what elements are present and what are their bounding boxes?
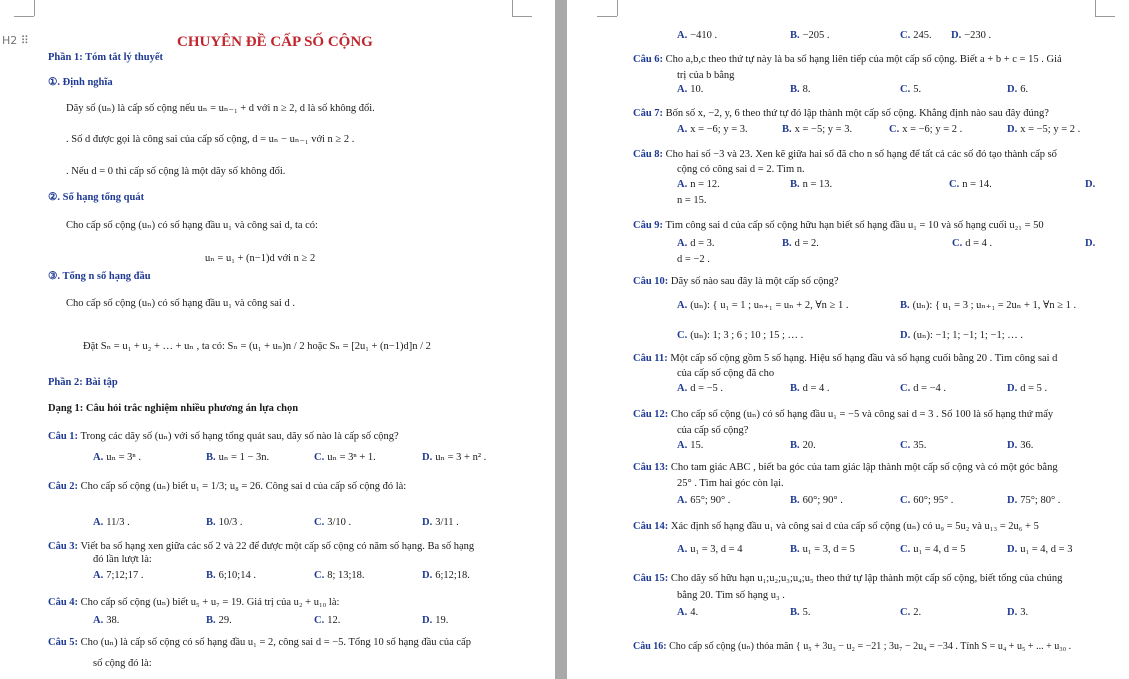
option-text: 10. — [690, 84, 704, 95]
option-text: 38. — [106, 615, 120, 626]
general-term-text: Cho cấp số cộng (uₙ) có số hạng đầu u₁ và công sai d, ta có: — [66, 220, 318, 231]
option-text: 3/10 . — [327, 517, 352, 528]
option-label: C. — [314, 615, 325, 626]
question-text: Cho hai số −3 và 23. Xen kẽ giữa hai số đã cho n số hạng để tất cả các số đó tạo thành cấp số — [665, 149, 1057, 160]
question-8-continued: cộng có công sai d = 2. Tìm n. — [677, 164, 805, 175]
question-label: Câu 5: — [48, 637, 79, 648]
option-text: u₁ = 3, d = 4 — [690, 544, 743, 555]
answer-option[interactable] — [1007, 607, 1028, 619]
answer-option[interactable] — [422, 615, 448, 627]
option-label: A. — [677, 238, 688, 249]
option-text: uₙ = 3 + n² . — [435, 452, 487, 463]
option-label: D. — [1007, 383, 1018, 394]
question-label: Câu 10: — [633, 276, 669, 287]
option-label: D. — [422, 615, 433, 626]
option-label: A. — [677, 607, 688, 618]
section-sum-heading: ③. Tổng n số hạng đầu — [48, 271, 151, 282]
option-label: D. — [951, 30, 962, 41]
question-text: Xác định số hạng đầu u₁ và công sai d của cấp số cộng (uₙ) có u₉ = 5u₂ và u₁₃ = 2u₆ + 5 — [670, 521, 1039, 532]
question-14 — [633, 521, 1039, 533]
crop-mark — [512, 0, 513, 16]
question-6 — [633, 54, 1062, 66]
option-text: (uₙ): 1; 3 ; 6 ; 10 ; 15 ; … . — [690, 330, 804, 341]
answer-option[interactable] — [900, 440, 926, 452]
option-label: B. — [206, 570, 216, 581]
answer-option[interactable] — [790, 544, 855, 556]
crop-mark — [512, 16, 532, 17]
heading-style-label: H2 — [2, 34, 18, 47]
definition-line-2: . Số d được gọi là công sai của cấp số cộng, d = uₙ − uₙ₋₁ với n ≥ 2 . — [66, 134, 355, 145]
option-label: B. — [206, 452, 216, 463]
option-text: x = −5; y = 3. — [794, 124, 853, 135]
option-label: A. — [677, 544, 688, 555]
answer-option[interactable] — [900, 607, 921, 619]
option-label: B. — [206, 517, 216, 528]
answer-option[interactable] — [677, 179, 720, 191]
option-text: n = 13. — [802, 179, 833, 190]
answer-option[interactable] — [900, 30, 932, 42]
option-label: D. — [422, 570, 433, 581]
option-label: C. — [900, 440, 911, 451]
answer-option[interactable] — [900, 544, 965, 556]
option-label: B. — [790, 544, 800, 555]
option-text: u₁ = 4, d = 3 — [1020, 544, 1073, 555]
option-text: 60°; 90° . — [802, 495, 843, 506]
crop-mark — [34, 0, 35, 16]
answer-option[interactable] — [422, 517, 459, 529]
option-text: d = −5 . — [690, 383, 724, 394]
question-11-continued: của cấp số cộng đã cho — [677, 368, 775, 379]
answer-option[interactable] — [1007, 124, 1080, 136]
option-label: D. — [1085, 179, 1096, 190]
answer-option[interactable] — [677, 383, 723, 395]
option-text: u₁ = 3, d = 5 — [802, 544, 855, 555]
option-text: n = 14. — [962, 179, 992, 190]
option-label: A. — [677, 495, 688, 506]
option-label: A. — [93, 452, 104, 463]
crop-mark — [14, 16, 34, 17]
answer-option[interactable] — [314, 452, 376, 464]
question-label: Câu 6: — [633, 54, 664, 65]
option-text: uₙ = 3ⁿ + 1. — [327, 452, 376, 463]
question-11 — [633, 353, 1057, 365]
answer-option[interactable] — [900, 330, 1023, 342]
answer-option[interactable] — [790, 179, 832, 191]
option-label: A. — [677, 179, 688, 190]
answer-option[interactable] — [790, 30, 830, 42]
answer-option[interactable] — [93, 517, 130, 529]
part-2-heading: Phần 2: Bài tập — [48, 377, 118, 388]
question-7 — [633, 108, 1049, 120]
question-5 — [48, 637, 471, 649]
answer-option[interactable] — [677, 544, 742, 556]
option-text: x = −6; y = 3. — [690, 124, 748, 135]
answer-option[interactable] — [900, 300, 1076, 312]
question-text: Cho (uₙ) là cấp số cộng có số hạng đầu u₁ = 2, công sai d = −5. Tổng 10 số hạng đầu của cấp — [80, 637, 471, 648]
crop-mark — [1095, 16, 1115, 17]
section-definition-heading: ①. Định nghĩa — [48, 77, 113, 88]
question-label: Câu 1: — [48, 431, 79, 442]
answer-option[interactable] — [677, 607, 698, 619]
option-label: C. — [900, 30, 911, 41]
option-label: B. — [790, 440, 800, 451]
option-text: −410 . — [690, 30, 718, 41]
option-label: A. — [677, 383, 688, 394]
option-text: 2. — [913, 607, 922, 618]
crop-mark — [597, 16, 617, 17]
question-12-continued: của cấp số cộng? — [677, 425, 749, 436]
answer-option[interactable] — [900, 495, 953, 507]
option-text: 8; 13;18. — [327, 570, 365, 581]
question-3-continued: đó lần lượt là: — [93, 554, 152, 565]
answer-option[interactable] — [677, 84, 703, 96]
question-10 — [633, 276, 839, 288]
question-text: Cho cấp số cộng (uₙ) biết u₅ + u₇ = 19. Giá trị của u₂ + u₁₀ là: — [80, 597, 340, 608]
question-label: Câu 15: — [633, 573, 669, 584]
answer-option-text: n = 15. — [677, 195, 707, 206]
question-label: Câu 14: — [633, 521, 669, 532]
question-4 — [48, 597, 339, 609]
question-text: Dãy số nào sau đây là một cấp số cộng? — [670, 276, 839, 287]
option-label: C. — [889, 124, 900, 135]
question-text: Trong các dãy số (uₙ) với số hạng tổng quát sau, dãy số nào là cấp số cộng? — [80, 431, 399, 442]
option-text: n = 12. — [690, 179, 720, 190]
answer-option[interactable] — [314, 570, 365, 582]
option-label: D. — [1085, 238, 1096, 249]
question-13-continued: 25° . Tìm hai góc còn lại. — [677, 478, 784, 489]
sum-formula: Đặt Sₙ = u₁ + u₂ + … + uₙ , ta có: Sₙ = (u₁ + uₙ)n / 2 hoặc Sₙ = [2u₁ + (n−1)d]n / 2 — [83, 341, 431, 352]
answer-option[interactable] — [206, 517, 243, 529]
drag-handle-icon[interactable]: ⠿ — [20, 34, 29, 47]
option-label: A. — [93, 570, 104, 581]
option-text: 35. — [913, 440, 927, 451]
answer-option[interactable] — [422, 452, 486, 464]
option-text: 245. — [913, 30, 932, 41]
question-label: Câu 2: — [48, 481, 79, 492]
option-text: 4. — [690, 607, 699, 618]
question-15-continued: bằng 20. Tìm số hạng u₃ . — [677, 590, 785, 601]
option-label: D. — [1007, 607, 1018, 618]
answer-option[interactable] — [93, 615, 119, 627]
option-label: A. — [677, 124, 688, 135]
option-text: −205 . — [802, 30, 830, 41]
option-text: uₙ = 3ⁿ . — [106, 452, 141, 463]
question-text: Bốn số x, −2, y, 6 theo thứ tự đó lập thành một cấp số cộng. Khẳng định nào sau đây đúng? — [665, 108, 1049, 119]
option-label: D. — [1007, 440, 1018, 451]
answer-option[interactable] — [952, 238, 992, 250]
option-label: C. — [900, 383, 911, 394]
answer-option[interactable] — [677, 238, 715, 250]
question-label: Câu 4: — [48, 597, 79, 608]
option-label: C. — [900, 84, 911, 95]
option-label: B. — [206, 615, 216, 626]
answer-option[interactable] — [790, 84, 811, 96]
question-13 — [633, 462, 1058, 474]
option-label: D. — [1007, 495, 1018, 506]
option-label: D. — [1007, 124, 1018, 135]
option-text: x = −5; y = 2 . — [1020, 124, 1081, 135]
option-label: B. — [782, 238, 792, 249]
answer-option[interactable] — [677, 30, 717, 42]
option-label: C. — [314, 517, 325, 528]
option-text: uₙ = 1 − 3n. — [218, 452, 270, 463]
option-text: −230 . — [964, 30, 992, 41]
option-text: x = −6; y = 2 . — [902, 124, 963, 135]
answer-option[interactable] — [951, 30, 991, 42]
option-text: 7;12;17 . — [106, 570, 144, 581]
sum-text: Cho cấp số cộng (uₙ) có số hạng đầu u₁ và công sai d . — [66, 298, 295, 309]
question-9 — [633, 220, 1044, 232]
answer-option[interactable] — [889, 124, 962, 136]
question-15 — [633, 573, 1062, 585]
answer-option[interactable] — [1085, 179, 1098, 191]
answer-option[interactable] — [949, 179, 992, 191]
option-text: 19. — [435, 615, 449, 626]
option-label: B. — [790, 179, 800, 190]
option-text: (uₙ): { u₁ = 3 ; uₙ₊₁ = 2uₙ + 1, ∀n ≥ 1 . — [912, 300, 1077, 311]
document-page-left — [0, 0, 555, 679]
option-text: 5. — [913, 84, 922, 95]
question-text: Cho cấp số cộng (uₙ) thỏa mãn { u₅ + 3u₃ − u₂ = −21 ; 3u₇ − 2u₄ = −34 . Tính S = u₄ + u₅ + ... + u₃₀ . — [669, 641, 1072, 652]
option-label: B. — [790, 383, 800, 394]
option-text: 65°; 90° . — [690, 495, 731, 506]
option-text: 36. — [1020, 440, 1034, 451]
option-label: B. — [782, 124, 792, 135]
option-text: d = 3. — [690, 238, 715, 249]
answer-option[interactable] — [790, 607, 811, 619]
crop-mark — [617, 0, 618, 16]
option-text: 12. — [327, 615, 341, 626]
option-label: A. — [93, 517, 104, 528]
option-text: 3. — [1020, 607, 1029, 618]
option-label: C. — [314, 570, 325, 581]
option-label: B. — [790, 30, 800, 41]
definition-line-3: . Nếu d = 0 thì cấp số cộng là một dãy số không đổi. — [66, 166, 286, 177]
answer-option[interactable] — [206, 570, 256, 582]
option-text: 75°; 80° . — [1020, 495, 1061, 506]
option-label: C. — [314, 452, 325, 463]
question-text: Tìm công sai d của cấp số cộng hữu hạn biết số hạng đầu u₁ = 10 và số hạng cuối u₂₁ = 50 — [665, 220, 1044, 231]
option-text: 8. — [802, 84, 811, 95]
option-label: C. — [949, 179, 960, 190]
option-label: C. — [900, 544, 911, 555]
answer-option[interactable] — [1085, 238, 1098, 250]
answer-option[interactable] — [900, 383, 946, 395]
option-text: 20. — [802, 440, 816, 451]
option-text: u₁ = 4, d = 5 — [913, 544, 966, 555]
answer-option[interactable] — [93, 452, 141, 464]
question-2 — [48, 481, 406, 493]
option-text: d = −4 . — [913, 383, 947, 394]
option-label: B. — [790, 84, 800, 95]
option-label: B. — [790, 495, 800, 506]
question-label: Câu 12: — [633, 409, 669, 420]
answer-option[interactable] — [93, 570, 144, 582]
option-text: d = 2. — [794, 238, 819, 249]
option-label: A. — [677, 84, 688, 95]
option-label: B. — [790, 607, 800, 618]
answer-option[interactable] — [900, 84, 921, 96]
option-text: 29. — [218, 615, 232, 626]
answer-option[interactable] — [677, 300, 848, 312]
option-label: D. — [422, 517, 433, 528]
option-text: d = 4 . — [802, 383, 830, 394]
option-text: 6;10;14 . — [218, 570, 256, 581]
option-label: D. — [900, 330, 911, 341]
question-12 — [633, 409, 1053, 421]
option-text: 3/11 . — [435, 517, 459, 528]
option-label: C. — [900, 495, 911, 506]
question-text: Cho tam giác ABC , biết ba góc của tam giác lập thành một cấp số cộng và có một góc bằng — [670, 462, 1058, 473]
question-label: Câu 11: — [633, 353, 668, 364]
option-label: D. — [422, 452, 433, 463]
answer-option-text: d = −2 . — [677, 254, 710, 265]
question-text: Một cấp số cộng gồm 5 số hạng. Hiệu số hạng đầu và số hạng cuối bằng 20 . Tìm công sai d — [670, 353, 1058, 364]
section-general-term-heading: ②. Số hạng tổng quát — [48, 192, 145, 203]
answer-option[interactable] — [1007, 544, 1072, 556]
general-term-formula: uₙ = u₁ + (n−1)d với n ≥ 2 — [205, 253, 316, 264]
answer-option[interactable] — [1007, 440, 1033, 452]
option-label: C. — [677, 330, 688, 341]
option-label: C. — [900, 607, 911, 618]
heading-style-indicator[interactable] — [2, 34, 29, 47]
option-text: 11/3 . — [106, 517, 130, 528]
option-label: D. — [1007, 544, 1018, 555]
option-label: D. — [1007, 84, 1018, 95]
option-label: A. — [677, 30, 688, 41]
definition-line-1: Dãy số (uₙ) là cấp số cộng nếu uₙ = uₙ₋₁ + d với n ≥ 2, d là số không đổi. — [66, 103, 375, 114]
answer-option[interactable] — [206, 615, 232, 627]
question-label: Câu 8: — [633, 149, 664, 160]
option-text: d = 5 . — [1020, 383, 1048, 394]
question-label: Câu 9: — [633, 220, 664, 231]
option-label: A. — [93, 615, 104, 626]
option-label: B. — [900, 300, 910, 311]
option-text: 10/3 . — [218, 517, 243, 528]
answer-option[interactable] — [677, 330, 803, 342]
type-1-heading: Dạng 1: Câu hỏi trắc nghiệm nhiều phương án lựa chọn — [48, 403, 299, 414]
question-text: Viết ba số hạng xen giữa các số 2 và 22 để được một cấp số cộng có năm số hạng. Ba số hạng — [80, 541, 475, 552]
question-8 — [633, 149, 1057, 161]
question-label: Câu 7: — [633, 108, 664, 119]
answer-option[interactable] — [782, 124, 852, 136]
option-text: 60°; 95° . — [913, 495, 954, 506]
answer-option[interactable] — [790, 495, 843, 507]
question-label: Câu 3: — [48, 541, 79, 552]
question-text: Cho cấp số cộng (uₙ) có số hạng đầu u₁ = −5 và công sai d = 3 . Số 100 là số hạng thứ mấy — [670, 409, 1054, 420]
answer-option[interactable] — [1007, 495, 1060, 507]
answer-option[interactable] — [1007, 383, 1047, 395]
question-label: Câu 16: — [633, 641, 667, 652]
question-1 — [48, 431, 399, 443]
option-text: 6. — [1020, 84, 1029, 95]
option-text: 5. — [802, 607, 811, 618]
question-label: Câu 13: — [633, 462, 669, 473]
question-text: Cho cấp số cộng (uₙ) biết u₁ = 1/3; u₈ = 26. Công sai d của cấp số cộng đó là: — [80, 481, 407, 492]
document-title: CHUYÊN ĐỀ CẤP SỐ CỘNG — [177, 34, 373, 50]
answer-option[interactable] — [790, 383, 830, 395]
answer-option[interactable] — [677, 124, 748, 136]
answer-option[interactable] — [790, 440, 816, 452]
option-label: A. — [677, 440, 688, 451]
answer-option[interactable] — [782, 238, 819, 250]
document-page-right — [567, 0, 1129, 679]
answer-option[interactable] — [422, 570, 470, 582]
answer-option[interactable] — [677, 440, 703, 452]
answer-option[interactable] — [314, 517, 351, 529]
question-6-continued: trị của b bằng — [677, 70, 735, 81]
answer-option[interactable] — [206, 452, 269, 464]
answer-option[interactable] — [314, 615, 340, 627]
option-text: 6;12;18. — [435, 570, 470, 581]
question-16 — [633, 641, 1071, 653]
part-1-heading: Phần 1: Tóm tắt lý thuyết — [48, 52, 164, 63]
option-text: d = 4 . — [965, 238, 993, 249]
crop-mark — [1095, 0, 1096, 16]
option-label: A. — [677, 300, 688, 311]
question-text: Cho a,b,c theo thứ tự này là ba số hạng liên tiếp của một cấp số cộng. Biết a + b + c = 15 . Giá — [665, 54, 1062, 65]
option-text: (uₙ): −1; 1; −1; 1; −1; … . — [913, 330, 1024, 341]
question-5-continued: số cộng đó là: — [93, 658, 152, 669]
answer-option[interactable] — [677, 495, 730, 507]
question-3 — [48, 541, 474, 553]
option-text: (uₙ): { u₁ = 1 ; uₙ₊₁ = uₙ + 2, ∀n ≥ 1 . — [690, 300, 849, 311]
answer-option[interactable] — [1007, 84, 1028, 96]
question-text: Cho dãy số hữu hạn u₁;u₂;u₃;u₄;u₅ theo thứ tự lập thành một cấp số cộng, biết tổng của chúng — [670, 573, 1063, 584]
option-label: C. — [952, 238, 963, 249]
option-text: 15. — [690, 440, 704, 451]
